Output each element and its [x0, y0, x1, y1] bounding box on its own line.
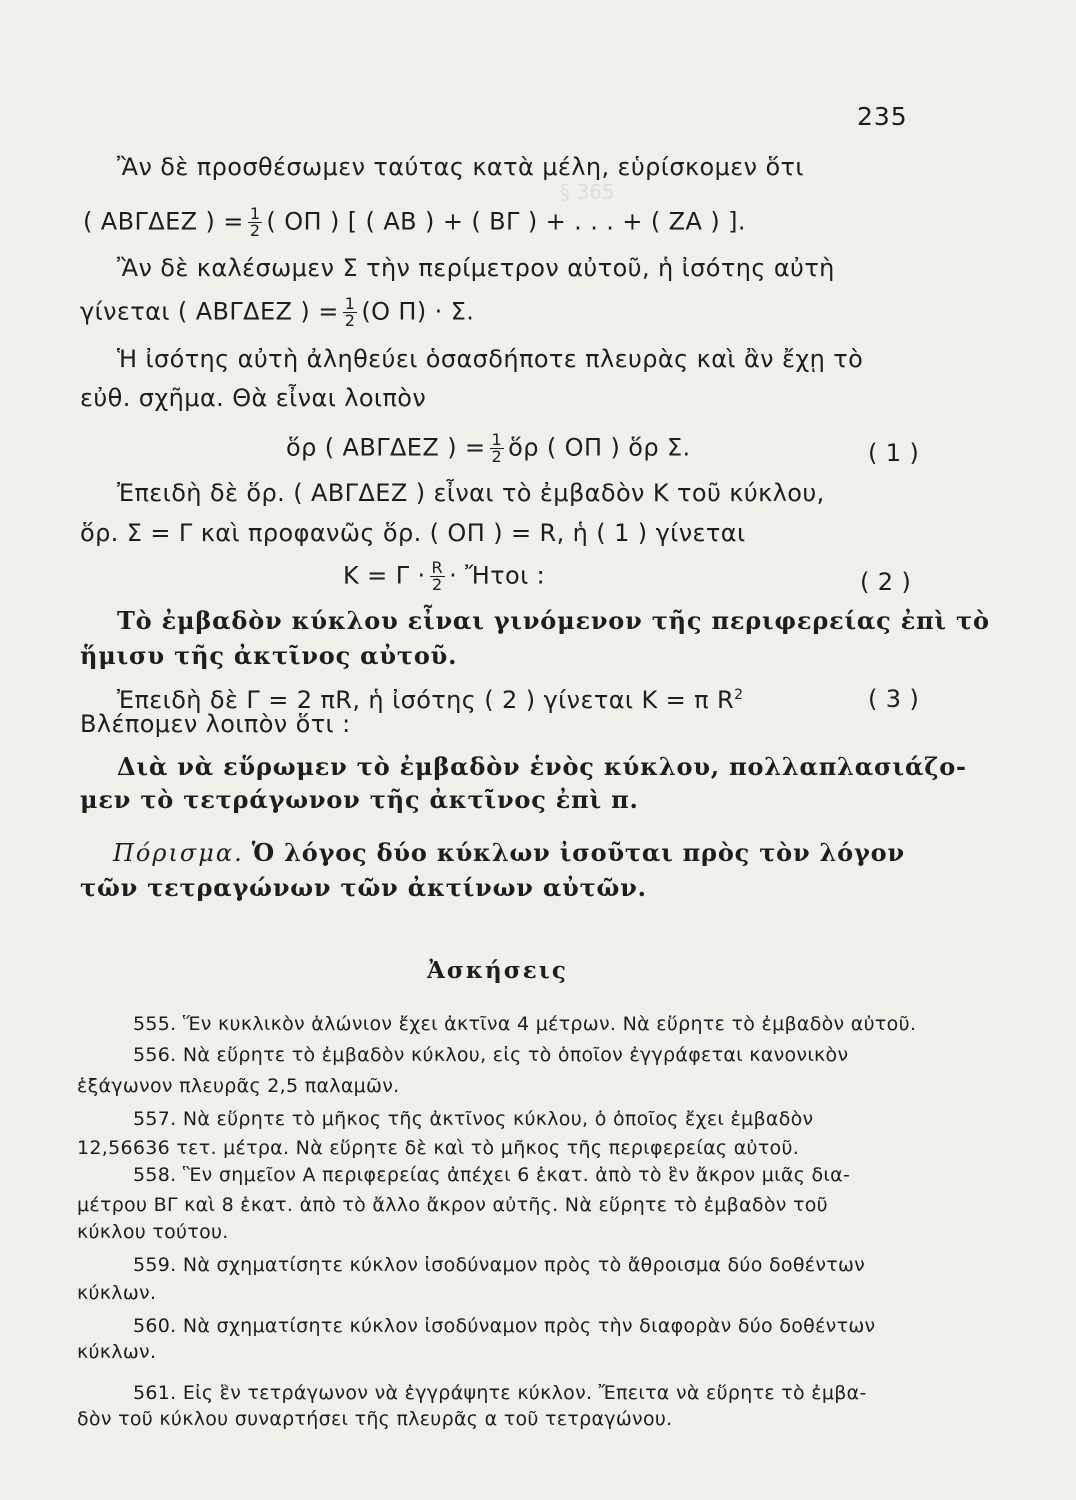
- equation-line: [343, 560, 545, 593]
- equation-rhs: · Ἤτοι :: [449, 561, 546, 590]
- text-line: Ἡ ἰσότης αὐτὴ ἀληθεύει ὁσασδήποτε πλευρὰς καὶ ἂν ἔχῃ τὸ: [117, 345, 864, 373]
- fraction-denominator: 2: [491, 447, 503, 466]
- page-number: 235: [857, 102, 908, 131]
- fraction-numerator: R: [431, 558, 444, 577]
- fraction-half: [343, 296, 358, 329]
- text-line: ὅρ. Σ = Γ καὶ προφανῶς ὅρ. ( ΟΠ ) = R, ἡ ( 1 ) γίνεται: [80, 519, 746, 547]
- bleed-through-text: § 365: [560, 180, 615, 204]
- rule-line: μεν τὸ τετράγωνον τῆς ἀκτῖνος ἐπὶ π.: [80, 785, 639, 814]
- text-line: Ἂν δὲ καλέσωμεν Σ τὴν περίμετρον αὐτοῦ, ἡ ἰσότης αὐτὴ: [117, 254, 835, 282]
- exercise-561-cont: δὸν τοῦ κύκλου συναρτήσει τῆς πλευρᾶς α τοῦ τετραγώνου.: [77, 1408, 673, 1430]
- fraction-numerator: 1: [491, 430, 503, 449]
- equation-lhs: ὅρ ( ΑΒΓΔΕΖ ) =: [286, 433, 486, 462]
- fraction-denominator: 2: [432, 575, 443, 594]
- theorem-line: ἥμισυ τῆς ἀκτῖνος αὐτοῦ.: [80, 641, 458, 670]
- equation-lhs: γίνεται ( ΑΒΓΔΕΖ ) =: [80, 297, 339, 326]
- equation-number: ( 1 ): [868, 439, 920, 467]
- equation-line: [286, 432, 691, 465]
- fraction-numerator: 1: [249, 204, 261, 223]
- exercise-559: 559. Νὰ σχηματίσητε κύκλον ἰσοδύναμον πρὸς τὸ ἄθροισμα δύο δοθέντων: [133, 1254, 866, 1276]
- fraction-numerator: 1: [344, 294, 356, 313]
- fraction-denominator: 2: [249, 221, 261, 240]
- fraction-half: [490, 432, 505, 465]
- text-line: εὐθ. σχῆμα. Θὰ εἶναι λοιπὸν: [80, 384, 427, 412]
- exercise-558: 558. Ἓν σημεῖον Α περιφερείας ἀπέχει 6 ἑκατ. ἀπὸ τὸ ἓν ἄκρον μιᾶς δια-: [133, 1164, 851, 1186]
- fraction-half: [248, 206, 263, 239]
- corollary-line: [113, 838, 905, 868]
- equation-text: Ἐπειδὴ δὲ Γ = 2 πR, ἡ ἰσότης ( 2 ) γίνεται Κ = π R: [117, 686, 735, 714]
- exercise-558-cont: μέτρου ΒΓ καὶ 8 ἑκατ. ἀπὸ τὸ ἄλλο ἄκρον αὐτῆς. Νὰ εὕρητε τὸ ἐμβαδὸν τοῦ: [77, 1194, 828, 1216]
- fraction-r-over-2: [430, 560, 446, 593]
- rule-line: Διὰ νὰ εὕρωμεν τὸ ἐμβαδὸν ἑνὸς κύκλου, πολλαπλασιάζο-: [117, 752, 967, 781]
- exercise-561: 561. Εἰς ἓν τετράγωνον νὰ ἐγγράψητε κύκλον. Ἔπειτα νὰ εὕρητε τὸ ἐμβα-: [133, 1382, 867, 1404]
- equation-rhs: (Ο Π) · Σ.: [361, 297, 475, 326]
- exercise-557-cont: 12,56636 τετ. μέτρα. Νὰ εὕρητε δὲ καὶ τὸ μῆκος τῆς περιφερείας αὐτοῦ.: [77, 1137, 800, 1159]
- exercise-557: 557. Νὰ εὕρητε τὸ μῆκος τῆς ἀκτῖνος κύκλου, ὁ ὁποῖος ἔχει ἐμβαδὸν: [133, 1108, 814, 1130]
- corollary-text: Ὁ λόγος δύο κύκλων ἰσοῦται πρὸς τὸν λόγον: [251, 838, 905, 867]
- text-line: Ἐπειδὴ δὲ ὅρ. ( ΑΒΓΔΕΖ ) εἶναι τὸ ἐμβαδὸν Κ τοῦ κύκλου,: [117, 479, 825, 507]
- equation-rhs: ὅρ ( ΟΠ ) ὅρ Σ.: [508, 433, 691, 462]
- equation-lhs: ( ΑΒΓΔΕΖ ) =: [83, 207, 244, 236]
- equation-lhs: Κ = Γ ·: [343, 561, 426, 590]
- exercise-559-cont: κύκλων.: [77, 1282, 157, 1304]
- exercise-556-cont: ἑξάγωνον πλευρᾶς 2,5 παλαμῶν.: [77, 1075, 400, 1097]
- equation-number: ( 3 ): [868, 685, 920, 713]
- equation-line: [83, 206, 746, 239]
- exercise-558-cont: κύκλου τούτου.: [77, 1221, 229, 1243]
- exercise-560-cont: κύκλων.: [77, 1341, 157, 1363]
- corollary-label: Πόρισμα.: [113, 839, 244, 867]
- equation-rhs: ( ΟΠ ) [ ( ΑΒ ) + ( ΒΓ ) + . . . + ( ΖΑ ) ].: [266, 207, 746, 236]
- exercise-555: 555. Ἕν κυκλικὸν ἁλώνιον ἔχει ἀκτῖνα 4 μέτρων. Νὰ εὕρητε τὸ ἐμβαδὸν αὐτοῦ.: [133, 1013, 917, 1035]
- exercise-556: 556. Νὰ εὕρητε τὸ ἐμβαδὸν κύκλου, εἰς τὸ ὁποῖον ἐγγράφεται κανονικὸν: [133, 1044, 849, 1066]
- fraction-denominator: 2: [344, 311, 356, 330]
- equation-line: [80, 296, 474, 329]
- exercises-heading: Ἀσκήσεις: [427, 957, 568, 984]
- exponent: 2: [734, 687, 744, 703]
- text-line: Βλέπομεν λοιπὸν ὅτι :: [80, 710, 351, 738]
- corollary-line: τῶν τετραγώνων τῶν ἀκτίνων αὐτῶν.: [80, 873, 647, 902]
- equation-number: ( 2 ): [860, 568, 912, 596]
- theorem-line: Τὸ ἐμβαδὸν κύκλου εἶναι γινόμενον τῆς περιφερείας ἐπὶ τὸ: [117, 606, 990, 635]
- exercise-560: 560. Νὰ σχηματίσητε κύκλον ἰσοδύναμον πρὸς τὴν διαφορὰν δύο δοθέντων: [133, 1315, 876, 1337]
- text-line: Ἂν δὲ προσθέσωμεν ταύτας κατὰ μέλη, εὑρίσκομεν ὅτι: [117, 153, 804, 181]
